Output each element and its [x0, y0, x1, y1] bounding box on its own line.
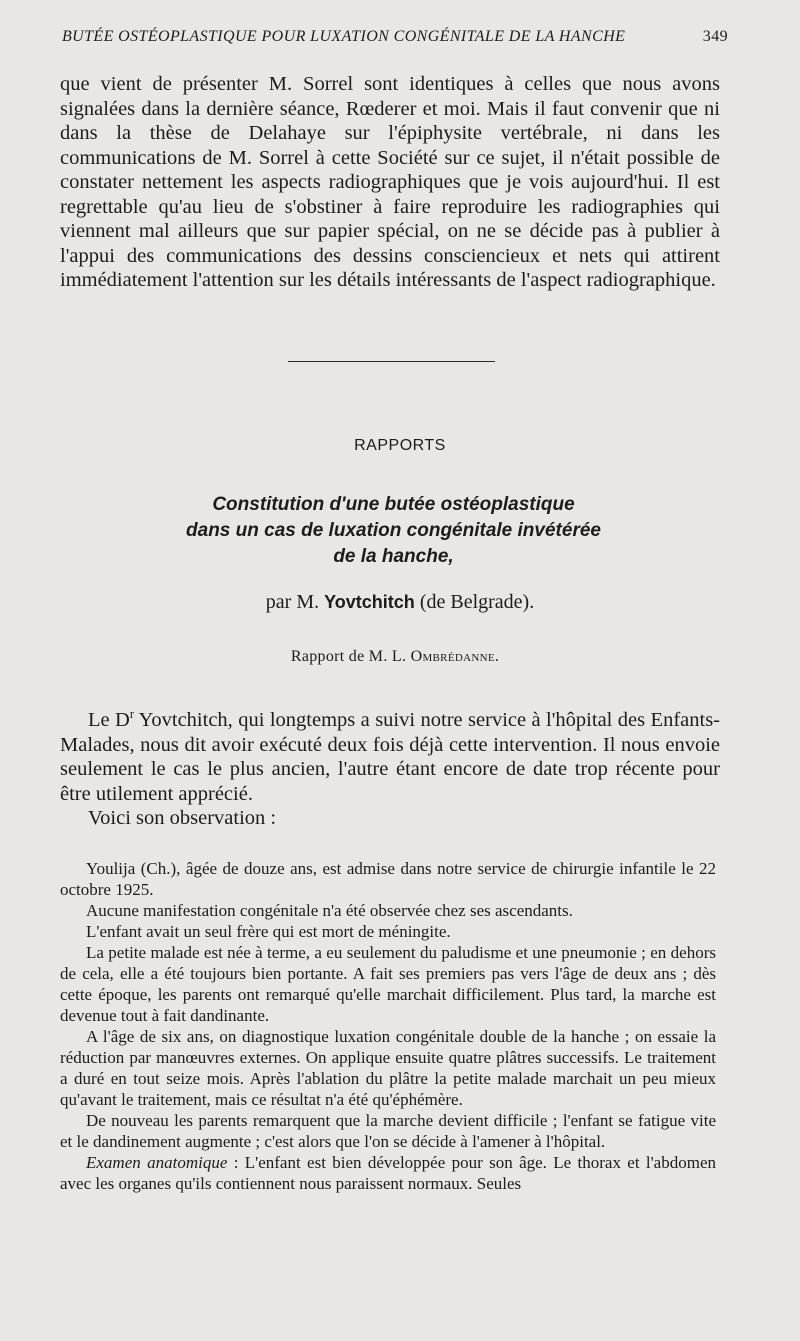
title-line-1: Constitution d'une butée ostéoplastique	[212, 494, 575, 515]
page-number: 349	[702, 28, 728, 45]
obs-paragraph-1: Youlija (Ch.), âgée de douze ans, est admise dans notre service de chirurgie infantile le 22 octobre 1925.	[60, 859, 716, 899]
rapporteur-prefix: Rapport de M. L.	[290, 648, 407, 665]
section-divider	[288, 361, 495, 362]
intro-block	[60, 72, 720, 293]
section-heading: RAPPORTS	[354, 437, 446, 454]
obs-paragraph-2: Aucune manifestation congénitale n'a été observée chez ses ascendants.	[86, 901, 573, 920]
title-line-2: dans un cas de luxation congénitale invétérée	[186, 520, 601, 541]
obs-paragraph-6: De nouveau les parents remarquent que la marche devient difficile ; l'enfant se fatigue vite et le dandinement augmente ; c'est alors que l'on se décide à l'amener à l'hôpital.	[60, 1111, 716, 1151]
body-paragraph-1	[60, 708, 720, 806]
obs-p7-rest: : L'enfant est bien développée pour son âge. Le thorax et l'abdomen avec les organes qu'ils contiennent nous paraissent normaux. Seules	[60, 1153, 716, 1193]
report-body	[60, 708, 720, 831]
body-paragraph-2: Voici son observation :	[88, 807, 277, 829]
obs-p7-label: Examen anatomique	[86, 1153, 228, 1172]
intro-paragraph: que vient de présenter M. Sorrel sont identiques à celles que nous avons signalées dans la dernière séance, Rœderer et moi. Mais il faut convenir que ni dans la thèse de Delahaye sur l'épiphysite vertébrale, ni dans les communications de M. Sorrel à cette Société sur ce sujet, il n'était possible de constater nettement les aspects radiographiques que je vois aujourd'hui. Il est regrettable qu'au lieu de s'obstiner à faire reproduire les radiographies qui viennent mal ailleurs que sur papier spécial, on ne se décide pas à publier à l'appui des communications des dessins consciencieux et nets qui attirent immédiatement l'attention sur les détails intéressants de l'aspect radiographique.	[60, 73, 720, 291]
obs-paragraph-3: L'enfant avait un seul frère qui est mort de méningite.	[86, 922, 451, 941]
report-by	[0, 648, 790, 666]
title-line-3: de la hanche,	[333, 546, 454, 567]
obs-paragraph-7	[60, 1152, 716, 1194]
observation-block	[60, 858, 716, 1194]
obs-paragraph-5: A l'âge de six ans, on diagnostique luxation congénitale double de la hanche ; on essaie la réduction par manœuvres externes. On applique ensuite quatre plâtres successifs. Le traitement a duré en tout seize mois. Après l'ablation du plâtre la petite malade marchait un peu mieux qu'avant le traitement, mais ce résultat n'a été qu'éphémère.	[60, 1027, 716, 1109]
article-author	[0, 591, 800, 614]
body-p1-sup: r	[129, 707, 134, 722]
running-title: BUTÉE OSTÉOPLASTIQUE POUR LUXATION CONGÉNITALE DE LA HANCHE	[62, 28, 626, 45]
rapporteur-name: Ombrédanne.	[410, 648, 500, 665]
author-origin: (de Belgrade).	[419, 591, 535, 613]
obs-paragraph-4: La petite malade est née à terme, a eu seulement du paludisme et une pneumonie ; en dehors de cela, elle a été toujours bien portante. A fait ses premiers pas vers l'âge de deux ans ; dès cette époque, les parents ont remarqué qu'elle marchait difficilement. Plus tard, la marche est devenue tout à fait dandinante.	[60, 943, 716, 1025]
author-name: Yovtchitch	[324, 592, 415, 612]
author-prefix: par M.	[265, 591, 320, 613]
body-p1-start: Le D	[88, 709, 130, 731]
running-header	[62, 28, 728, 46]
article-title	[0, 492, 787, 570]
body-p1-rest: Yovtchitch, qui longtemps a suivi notre service à l'hôpital des Enfants-Malades, nous dit avoir exécuté deux fois déjà cette intervention. Il nous envoie seulement le cas le plus ancien, l'autre étant encore de date trop récente pour être utilement apprécié.	[60, 709, 720, 805]
